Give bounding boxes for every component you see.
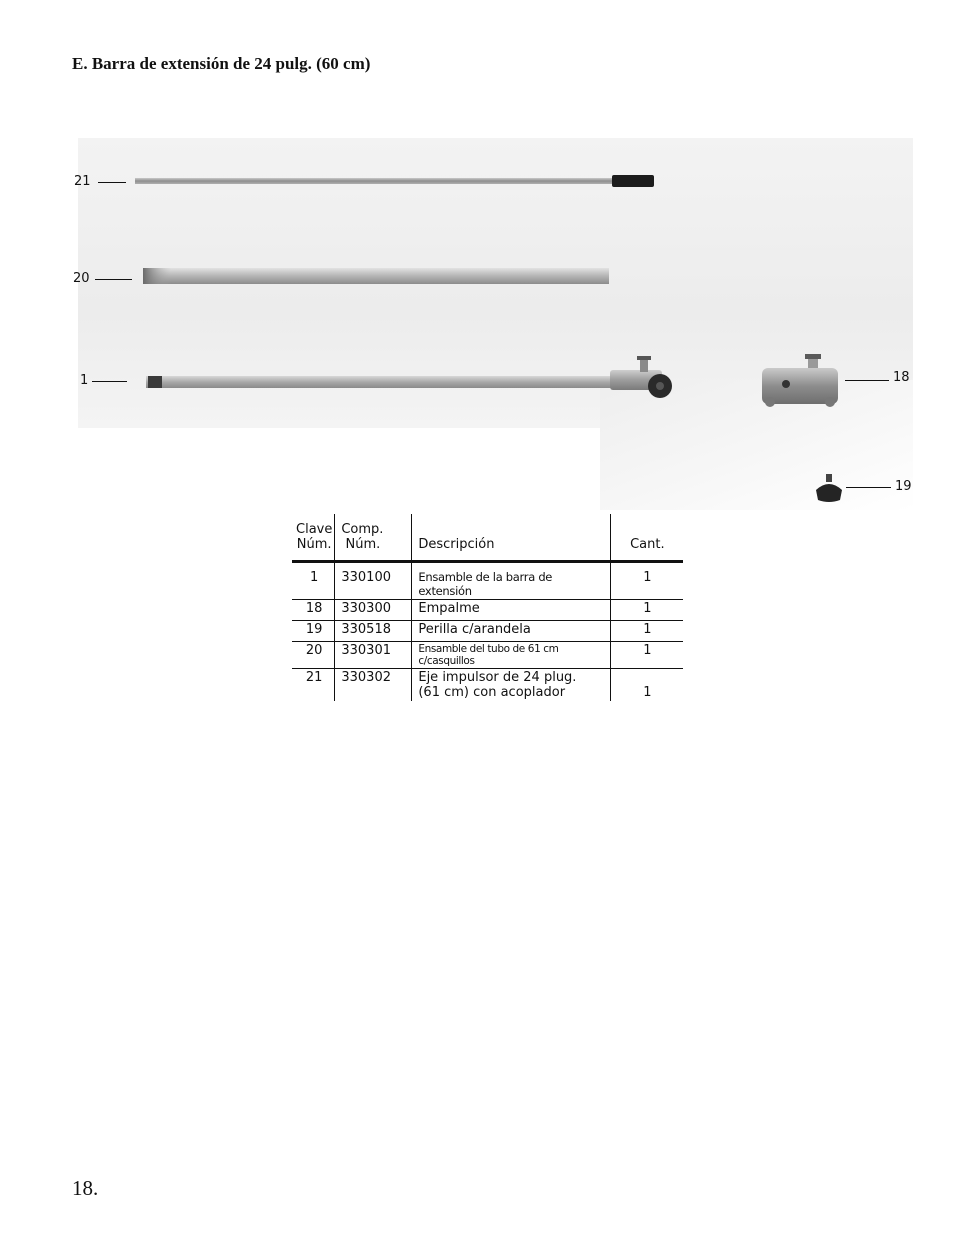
knob-with-washer-image <box>812 472 846 506</box>
page-title: E. Barra de extensión de 24 pulg. (60 cm) <box>72 54 371 73</box>
coupler-image <box>758 352 842 412</box>
callout-21: 21 <box>74 174 91 189</box>
drive-shaft-image <box>130 170 660 192</box>
table-row: 18 330300 Empalme 1 <box>292 600 683 621</box>
header-part-number: Comp. Núm. <box>335 514 412 562</box>
header-description: Descripción <box>412 514 611 562</box>
callout-19: 19 <box>895 479 912 494</box>
tube-image <box>140 265 612 287</box>
header-quantity: Cant. <box>611 514 684 562</box>
leader-line-19 <box>846 487 891 488</box>
table-row: 1 330100 Ensamble de la barra de extensión 1 <box>292 569 683 600</box>
table-spacer <box>292 562 683 570</box>
extension-bar-assembly-image <box>140 352 680 404</box>
leader-line-21 <box>98 182 126 183</box>
table-header-row <box>292 514 683 562</box>
table-row: 20 330301 Ensamble del tubo de 61 cm c/casquillos 1 <box>292 642 683 669</box>
callout-1: 1 <box>80 373 89 388</box>
leader-line-20 <box>95 279 132 280</box>
table-row: 21 330302 Eje impulsor de 24 plug. (61 cm) con acoplador 1 <box>292 669 683 702</box>
callout-20: 20 <box>73 271 90 286</box>
header-key-number: Clave Núm. <box>292 514 335 562</box>
table-row: 19 330518 Perilla c/arandela 1 <box>292 621 683 642</box>
page-number: 18. <box>72 1176 99 1200</box>
parts-table <box>292 514 683 701</box>
leader-line-18 <box>845 380 889 381</box>
leader-line-1 <box>92 381 127 382</box>
callout-18: 18 <box>893 370 910 385</box>
